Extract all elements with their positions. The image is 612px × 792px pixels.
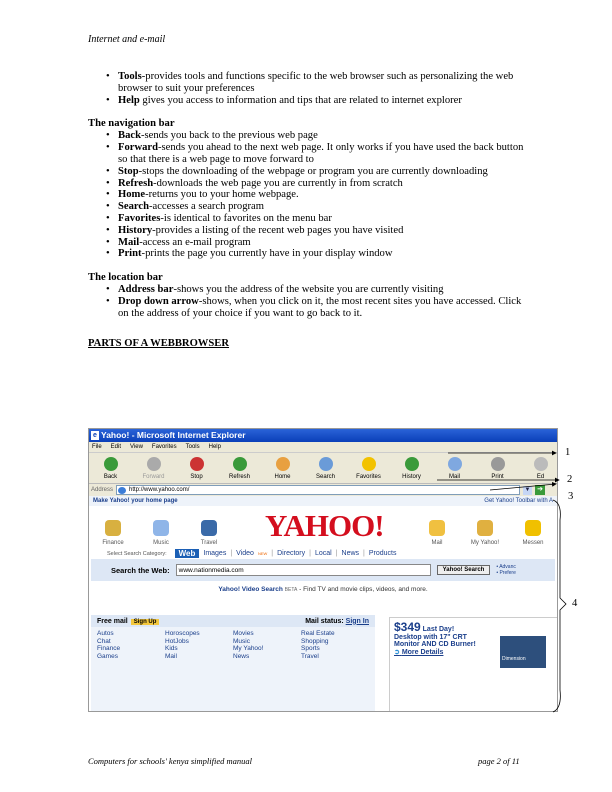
make-home-link[interactable]: Make Yahoo! your home page [93,498,178,504]
bullet-desc: -prints the page you currently have in your display window [141,248,393,260]
directory-link[interactable]: Kids [165,645,178,652]
bullet-term: Favorites [118,212,161,224]
menu-edit[interactable]: Edit [110,444,122,450]
toolbar-label: Refresh [228,474,250,480]
ad-line: Desktop with 17" CRT [394,634,467,641]
toolbar-label: Ed [536,474,545,480]
preferences-link[interactable]: • Prefere [496,570,516,576]
separator: | [230,550,233,557]
toolbar-label: Forward [142,474,165,480]
search-input[interactable]: www.nationmedia.com [176,564,431,576]
bullet-term: Forward [118,142,159,154]
icon-label: Travel [200,540,218,546]
bullet-desc: -sends you ahead to the next web page. It only works if you have used the back button so that there is a web page to move forward to [118,142,524,165]
directory-link[interactable]: Real Estate [301,630,335,637]
toolbar-label: Print [491,474,504,480]
bullet-term: Mail [118,236,140,248]
bullet-desc: -access an e-mail program [139,236,251,248]
bullet-desc: -returns you to your home webpage. [145,189,299,201]
category-products[interactable]: Products [368,550,397,557]
icon-label: Music [153,540,169,546]
bullet-desc: -is identical to favorites on the menu bar [160,212,332,224]
footer-title: Computers for schools' kenya simplified manual [88,756,253,766]
ad-price: $349 [394,620,421,634]
bullet-term: Help [118,94,140,106]
directory-link[interactable]: Movies [233,630,254,637]
bullet-term: Address bar [118,284,174,296]
ad-line: Last Day! [420,626,455,633]
beta-badge: BETA [284,587,298,593]
callout-2: 2 [567,474,573,485]
menu-tools[interactable]: Tools [185,444,200,450]
category-news[interactable]: News [341,550,360,557]
directory-link[interactable]: Travel [301,652,319,660]
arrow-circle-icon: ➲ [394,649,400,656]
toolbar-label: Search [315,474,335,480]
nav-heading: The navigation bar [88,118,175,130]
arrow-3 [490,484,556,490]
separator: | [271,550,274,557]
free-mail-label: Free mail [97,617,128,625]
directory-link[interactable]: Games [97,652,118,660]
separator: | [363,550,365,557]
menu-favorites[interactable]: Favorites [151,444,177,450]
video-desc: - Find TV and movie clips, videos, and more. [297,586,428,593]
toolbar-label: Back [103,474,118,480]
dropdown-arrow-icon[interactable]: ▼ [524,486,531,493]
menu-view[interactable]: View [130,444,143,450]
bullet-desc: gives you access to information and tips that are related to internet explorer [139,94,462,106]
separator: | [335,550,338,557]
sign-in-link[interactable]: Sign In [345,617,369,625]
address-value: http://www.yahoo.com/ [129,487,190,493]
search-label: Search the Web: [111,565,170,575]
menu-help[interactable]: Help [208,444,221,450]
directory-link[interactable]: My Yahoo! [233,645,264,652]
yahoo-search-button[interactable]: Yahoo! Search [437,565,491,575]
advanced-link[interactable]: • Advanc [496,564,516,570]
directory-link[interactable]: Music [233,637,250,645]
category-video[interactable]: Video [236,550,254,557]
directory-link[interactable]: Mail [165,652,177,660]
bullet-term: Refresh [118,177,154,189]
more-details-link[interactable]: More Details [401,649,444,656]
bullet-term: Back [118,130,141,142]
category-images[interactable]: Images [203,550,227,557]
running-header: Internet and e-mail [88,34,166,45]
toolbar-label: Home [274,474,291,480]
category-local[interactable]: Local [314,550,332,557]
bullet-term: Tools [118,71,142,82]
bullet-term: Home [118,189,146,201]
bullet-term: Stop [118,165,139,177]
bullet-desc: -accesses a search program [149,201,264,213]
brace-4 [553,500,566,712]
directory-link[interactable]: Shopping [301,637,329,645]
parts-heading: PARTS OF A WEBBROWSER [88,337,230,349]
category-web[interactable]: Web [175,549,200,558]
ad-brand: Dimension [502,656,526,662]
callout-4: 4 [572,598,578,609]
ad-line: Monitor AND CD Burner! [394,641,476,648]
directory-link[interactable]: Finance [97,645,121,652]
toolbar-label: Stop [190,474,203,480]
callout-1: 1 [565,447,571,458]
icon-label: My Yahoo! [470,540,500,546]
mail-status-label: Mail status: [305,617,346,625]
address-label: Address [91,487,114,493]
directory-link[interactable]: Autos [97,630,114,637]
icon-label: Finance [102,540,124,546]
bullet-term: Drop down arrow [118,295,199,307]
directory-link[interactable]: HotJobs [165,637,189,645]
bullet-desc: -sends you back to the previous web page [140,130,318,142]
page-number: page 2 of 11 [478,756,520,766]
category-label: Select Search Category: [107,550,167,557]
loc-heading: The location bar [88,272,163,284]
bullet-term: Search [118,201,149,213]
icon-label: Messen [522,540,544,546]
bullet-desc: -provides tools and functions specific to the web browser such as personalizing the web browser to suit your preferences [118,71,514,94]
directory-link[interactable]: News [233,652,250,660]
toolbar-label: Favorites [356,474,381,480]
yahoo-logo: YAHOO! [265,508,384,543]
ie-icon: e [91,431,99,440]
bullet-desc: -shows you the address of the website you are currently visiting [173,284,444,296]
bullet-term: Print [118,248,142,260]
icon-label: Mail [431,540,443,546]
new-badge: NEW [257,551,268,556]
bullet-desc: -stops the downloading of the webpage or program you are currently downloading [138,165,488,177]
toolbar-promo-link[interactable]: Get Yahoo! Toolbar with A [484,498,553,504]
directory-link[interactable]: Sports [301,645,320,652]
directory-link[interactable]: Chat [97,637,111,645]
bullet-desc: -downloads the web page you are currently in from scratch [153,177,403,189]
directory-link[interactable]: Horoscopes [165,630,200,637]
bullet-desc: -shows, when you click on it, the most recent sites you have accessed. Click on the address of your choice if you want to go back to it. [118,295,522,319]
toolbar-label: Mail [448,474,460,480]
callout-3: 3 [568,491,574,502]
menu-file[interactable]: File [92,444,102,450]
window-title: Yahoo! - Microsoft Internet Explorer [101,430,246,440]
bullet-term: History [118,224,153,236]
go-arrow-icon[interactable]: ➔ [535,485,545,495]
toolbar-label: History [402,474,421,480]
bullet-desc: -provides a listing of the recent web pages you have visited [152,224,404,236]
video-search-link[interactable]: Yahoo! Video Search [218,586,283,593]
separator: | [309,550,311,557]
category-directory[interactable]: Directory [277,550,306,557]
sign-up-button[interactable]: Sign Up [131,619,160,625]
